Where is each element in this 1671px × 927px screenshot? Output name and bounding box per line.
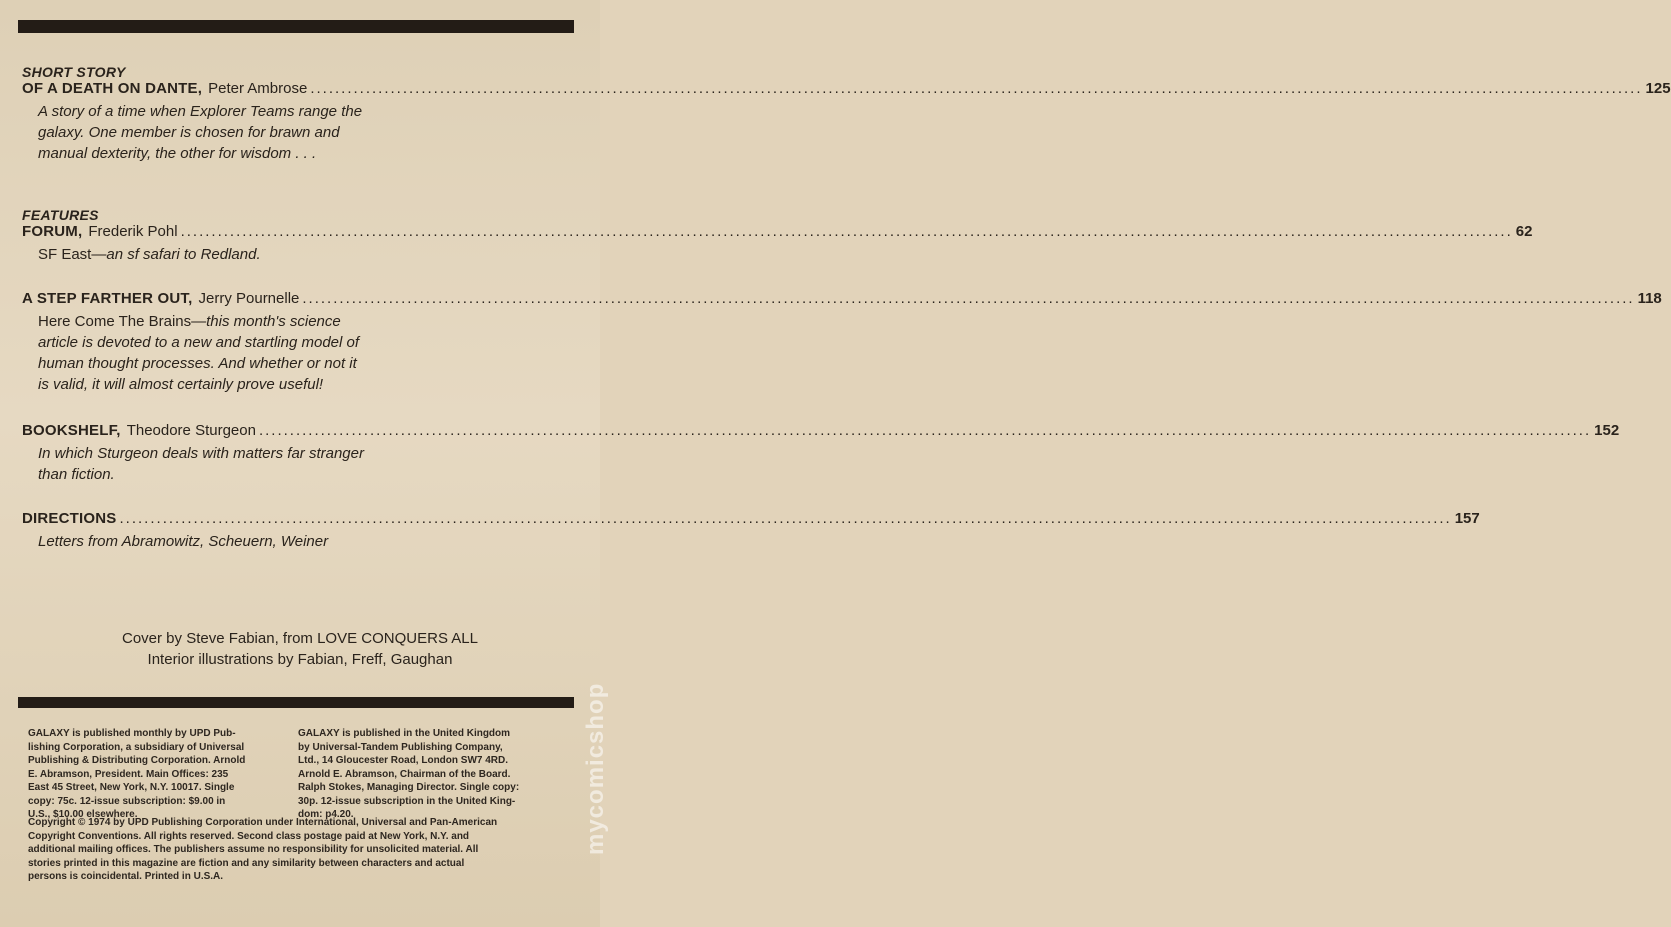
desc-line: galaxy. One member is chosen for brawn and [38,124,340,141]
entry-description [38,244,468,265]
entry-page-number: 62 [1515,223,1533,240]
entry-title: BOOKSHELF, [22,422,121,439]
entry-page-number: 125 [1645,80,1671,97]
entry-line [22,290,1662,307]
copyright-line: persons is coincidental. Printed in U.S.A. [28,871,224,882]
pub-line: E. Abramson, President. Main Offices: 235 [28,768,229,780]
desc-line: In which Sturgeon deals with matters far stranger [38,445,364,462]
desc-plain: Here Come The Brains— [38,313,207,330]
entry-author: Theodore Sturgeon [126,422,256,439]
illustration-credits [60,628,540,670]
leader-dots [120,510,1452,527]
entry-line [22,80,1671,97]
entry-description [38,443,468,485]
pub-line: by Universal-Tandem Publishing Company, [298,741,503,753]
pub-line: East 45 Street, New York, N.Y. 10017. Single [28,782,235,793]
leader-dots [181,223,1513,240]
pub-line: 30p. 12-issue subscription in the United King- [298,795,516,807]
pub-line: dom: p4.20. [298,809,354,820]
desc-italic: this month's science [206,313,341,330]
entry-title: A STEP FARTHER OUT, [22,290,193,307]
desc-italic: an sf safari to Redland. [106,246,261,263]
top-rule [18,20,574,33]
toc-entry-directions [22,510,1480,552]
entry-line [22,422,1620,439]
pub-line: Publishing & Distributing Corporation. Arnold [28,755,246,766]
entry-title: OF A DEATH ON DANTE, [22,80,203,97]
toc-entry-death-on-dante [22,80,1671,164]
entry-line [22,223,1533,240]
entry-description [38,311,468,395]
entry-author: Jerry Pournelle [198,290,300,307]
copyright-line: Copyright © 1974 by UPD Publishing Corporation under International, Universal and Pan-American [28,817,498,828]
desc-line: manual dexterity, the other for wisdom . . . [38,145,317,162]
pub-line: copy: 75c. 12-issue subscription: $9.00 in [28,795,226,807]
entry-description [38,531,468,552]
desc-plain: SF East— [38,246,107,263]
leader-dots [259,422,1591,439]
pub-line: Ralph Stokes, Managing Director. Single copy: [298,782,520,793]
leader-dots [302,290,1634,307]
entry-title: FORUM, [22,223,83,240]
entry-description [38,101,468,164]
section-heading-features: FEATURES [22,207,99,223]
copyright-notice [28,816,568,884]
desc-line: Letters from Abramowitz, Scheuern, Weiner [38,533,329,550]
desc-line: human thought processes. And whether or not it [38,355,357,372]
leader-dots [310,80,1642,97]
entry-line [22,510,1480,527]
desc-line: article is devoted to a new and startling model of [38,334,360,351]
pub-line: U.S., $10.00 elsewhere. [28,809,138,820]
pub-line: GALAXY is published monthly by UPD Pub- [28,728,236,739]
interior-credit: Interior illustrations by Fabian, Freff, Gaughan [147,651,453,668]
desc-line: is valid, it will almost certainly prove useful! [38,376,324,393]
pub-line: Arnold E. Abramson, Chairman of the Board. [298,768,511,780]
pub-line: lishing Corporation, a subsidiary of Universal [28,741,245,753]
desc-line [38,311,468,332]
publication-info-uk [298,727,568,822]
pub-line: Ltd., 14 Gloucester Road, London SW7 4RD. [298,755,509,766]
entry-page-number: 157 [1454,510,1480,527]
entry-author: Peter Ambrose [208,80,308,97]
site-watermark: mycomicshop [582,682,609,855]
pub-line: GALAXY is published in the United Kingdom [298,728,511,739]
toc-entry-bookshelf [22,422,1620,485]
desc-line: A story of a time when Explorer Teams range the [38,103,363,120]
toc-entry-forum [22,223,1533,265]
toc-entry-step-farther-out [22,290,1662,395]
entry-page-number: 152 [1594,422,1620,439]
entry-author: Frederik Pohl [88,223,178,240]
bottom-rule [18,697,574,708]
entry-page-number: 118 [1637,290,1662,307]
section-heading-short-story: SHORT STORY [22,64,126,80]
entry-title: DIRECTIONS [22,510,117,527]
desc-line: than fiction. [38,466,115,483]
copyright-line: additional mailing offices. The publishers assume no responsibility for unsolicited material. All [28,844,479,855]
copyright-line: stories printed in this magazine are fiction and any similarity between characters and actual [28,857,465,869]
cover-credit: Cover by Steve Fabian, from LOVE CONQUERS ALL [122,630,478,647]
publication-info-us [28,727,288,822]
copyright-line: Copyright Conventions. All rights reserved. Second class postage paid at New York, N.Y. and [28,830,470,842]
